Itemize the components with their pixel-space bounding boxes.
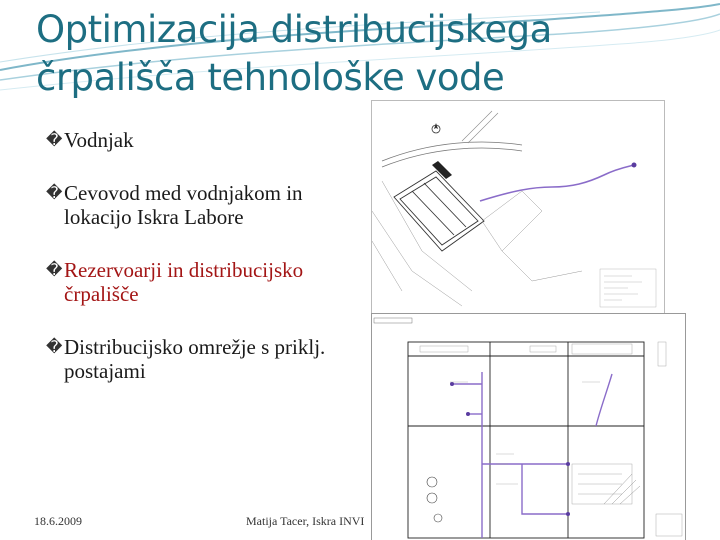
slide-title-line-1: Optimizacija distribucijskega bbox=[36, 8, 552, 51]
site-plan-pipeline-image bbox=[371, 100, 665, 314]
bullet-glyph: � bbox=[46, 183, 63, 202]
bullet-label: Vodnjak bbox=[64, 128, 134, 152]
bullet-label: Distribucijsko omrežje s priklj. postajami bbox=[64, 335, 326, 383]
bullet-glyph: � bbox=[46, 130, 63, 149]
bullet-item-omrezje bbox=[46, 335, 346, 383]
bullet-item-rezervoarji bbox=[46, 258, 346, 306]
bullet-glyph: � bbox=[46, 337, 63, 356]
bullet-item-cevovod bbox=[46, 181, 346, 229]
bullet-glyph: � bbox=[46, 260, 63, 279]
bullet-item-vodnjak bbox=[46, 128, 346, 152]
slide-title bbox=[36, 6, 676, 102]
bullet-label: Rezervoarji in distribucijsko črpališče bbox=[64, 258, 304, 306]
footer-date: 18.6.2009 bbox=[34, 514, 82, 528]
bullet-list bbox=[46, 128, 346, 412]
slide-title-line-2: črpališča tehnološke vode bbox=[36, 56, 505, 99]
site-plan-distribution-image bbox=[371, 313, 686, 540]
footer-author: Matija Tacer, Iskra INVI bbox=[246, 514, 365, 528]
bullet-label: Cevovod med vodnjakom in lokacijo Iskra Labore bbox=[64, 181, 303, 229]
